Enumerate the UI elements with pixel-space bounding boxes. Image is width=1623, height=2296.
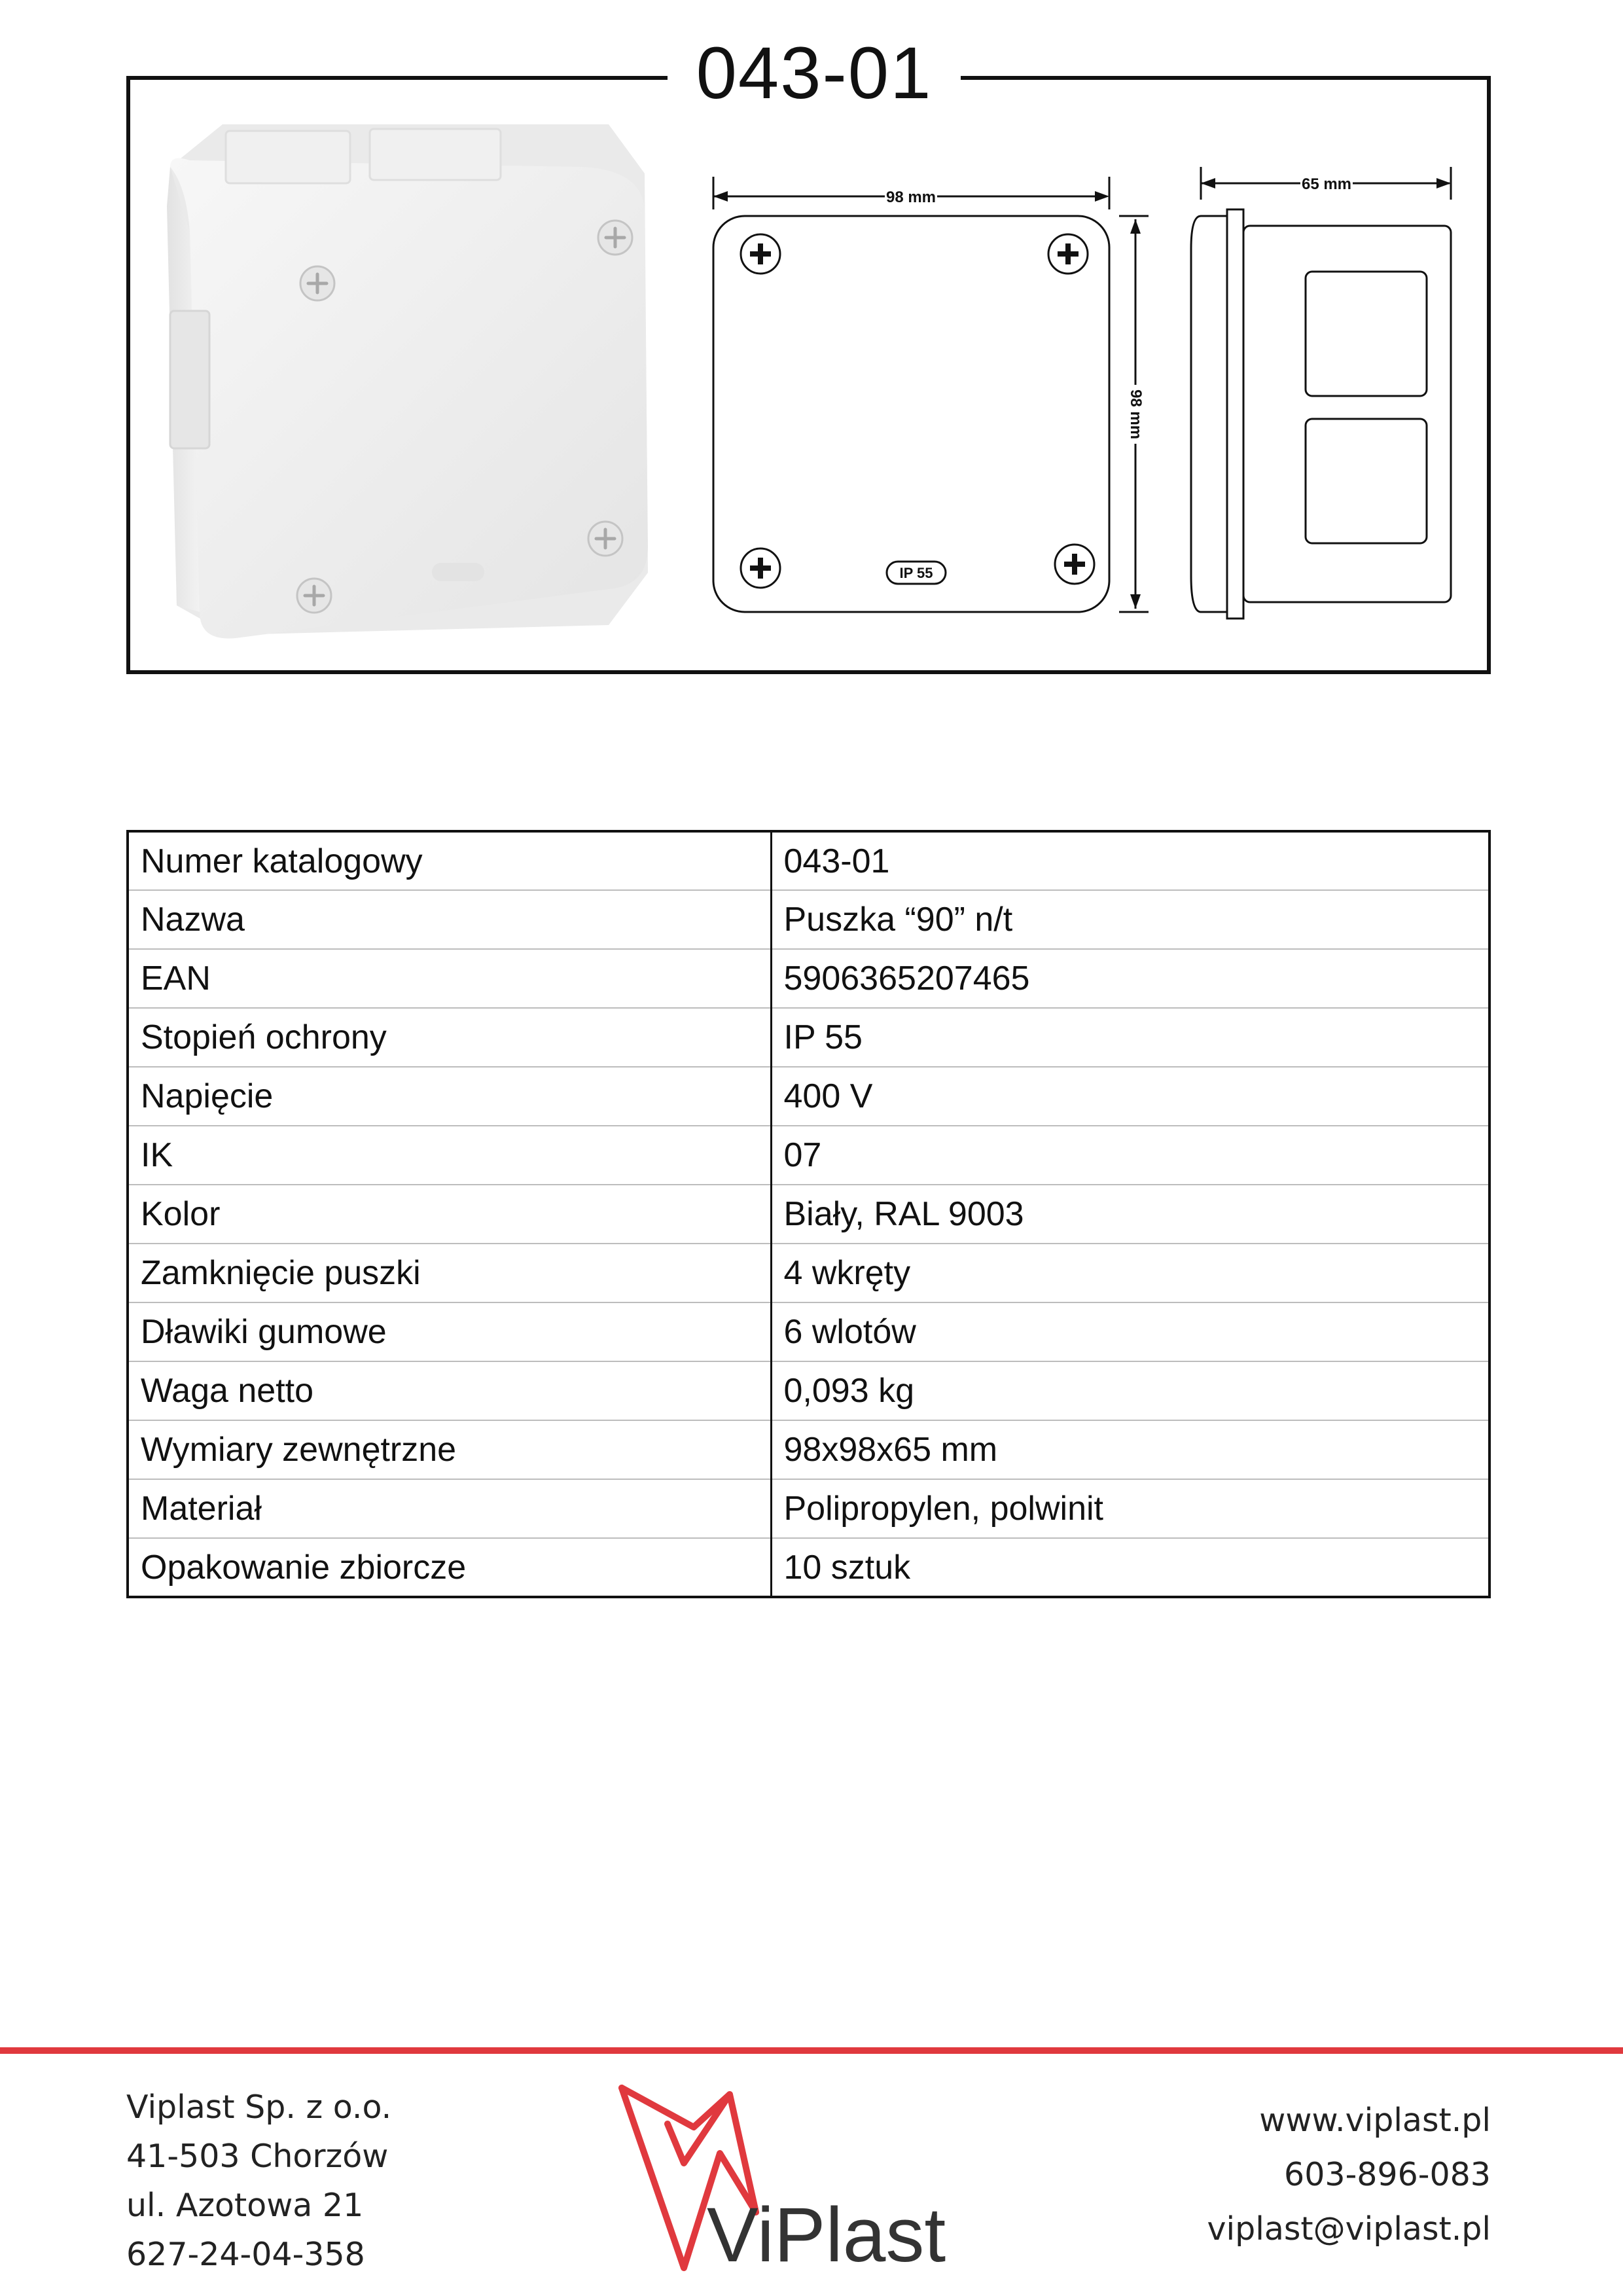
spec-label: Waga netto xyxy=(128,1361,771,1420)
spec-value: Polipropylen, polwinit xyxy=(771,1479,1489,1538)
spec-value: 5906365207465 xyxy=(771,949,1489,1008)
company-address xyxy=(126,2083,391,2279)
height-dimension-label: 98 mm xyxy=(1127,389,1145,440)
spec-row xyxy=(128,1185,1489,1244)
spec-label: Nazwa xyxy=(128,890,771,949)
spec-value: Biały, RAL 9003 xyxy=(771,1185,1489,1244)
spec-value: 043-01 xyxy=(771,831,1489,890)
specification-table xyxy=(126,830,1491,1598)
front-view-drawing xyxy=(700,157,1171,622)
phone-number[interactable]: 603-896-083 xyxy=(1284,2156,1491,2193)
spec-value: 10 sztuk xyxy=(771,1538,1489,1597)
product-photo xyxy=(151,115,661,645)
spec-value: 98x98x65 mm xyxy=(771,1420,1489,1479)
spec-label: Zamknięcie puszki xyxy=(128,1244,771,1302)
spec-label: Dławiki gumowe xyxy=(128,1302,771,1361)
company-city: 41-503 Chorzów xyxy=(126,2138,389,2175)
spec-row xyxy=(128,1361,1489,1420)
spec-label: Wymiary zewnętrzne xyxy=(128,1420,771,1479)
spec-label: Napięcie xyxy=(128,1067,771,1126)
spec-row xyxy=(128,1126,1489,1185)
spec-value: 4 wkręty xyxy=(771,1244,1489,1302)
spec-row xyxy=(128,1302,1489,1361)
company-name: Viplast Sp. z o.o. xyxy=(126,2089,392,2126)
footer-divider xyxy=(0,2047,1623,2054)
spec-label: Stopień ochrony xyxy=(128,1008,771,1067)
spec-label: IK xyxy=(128,1126,771,1185)
spec-label: EAN xyxy=(128,949,771,1008)
spec-row xyxy=(128,1538,1489,1597)
spec-value: 07 xyxy=(771,1126,1489,1185)
ip-rating-badge: IP 55 xyxy=(899,565,933,581)
spec-value: 0,093 kg xyxy=(771,1361,1489,1420)
spec-value: IP 55 xyxy=(771,1008,1489,1067)
company-street: ul. Azotowa 21 xyxy=(126,2187,364,2224)
website-link[interactable]: www.viplast.pl xyxy=(1259,2102,1491,2139)
spec-row xyxy=(128,1420,1489,1479)
spec-value: 400 V xyxy=(771,1067,1489,1126)
spec-row xyxy=(128,831,1489,890)
spec-row xyxy=(128,890,1489,949)
company-contact xyxy=(1207,2093,1491,2256)
spec-row xyxy=(128,1008,1489,1067)
spec-row xyxy=(128,1479,1489,1538)
spec-value: 6 wlotów xyxy=(771,1302,1489,1361)
viplast-logo xyxy=(609,2081,1027,2278)
width-dimension-label: 98 mm xyxy=(885,188,936,206)
spec-row xyxy=(128,949,1489,1008)
email-link[interactable]: viplast@viplast.pl xyxy=(1207,2210,1491,2248)
spec-label: Materiał xyxy=(128,1479,771,1538)
logo-wordmark: ViPlast xyxy=(707,2192,946,2278)
spec-row xyxy=(128,1067,1489,1126)
spec-label: Numer katalogowy xyxy=(128,831,771,890)
spec-label: Opakowanie zbiorcze xyxy=(128,1538,771,1597)
depth-dimension-label: 65 mm xyxy=(1301,175,1352,193)
company-nip: 627-24-04-358 xyxy=(126,2236,365,2273)
page-title: 043-01 xyxy=(696,32,933,114)
spec-label: Kolor xyxy=(128,1185,771,1244)
spec-row xyxy=(128,1244,1489,1302)
spec-value: Puszka “90” n/t xyxy=(771,890,1489,949)
side-view-drawing xyxy=(1188,157,1476,622)
